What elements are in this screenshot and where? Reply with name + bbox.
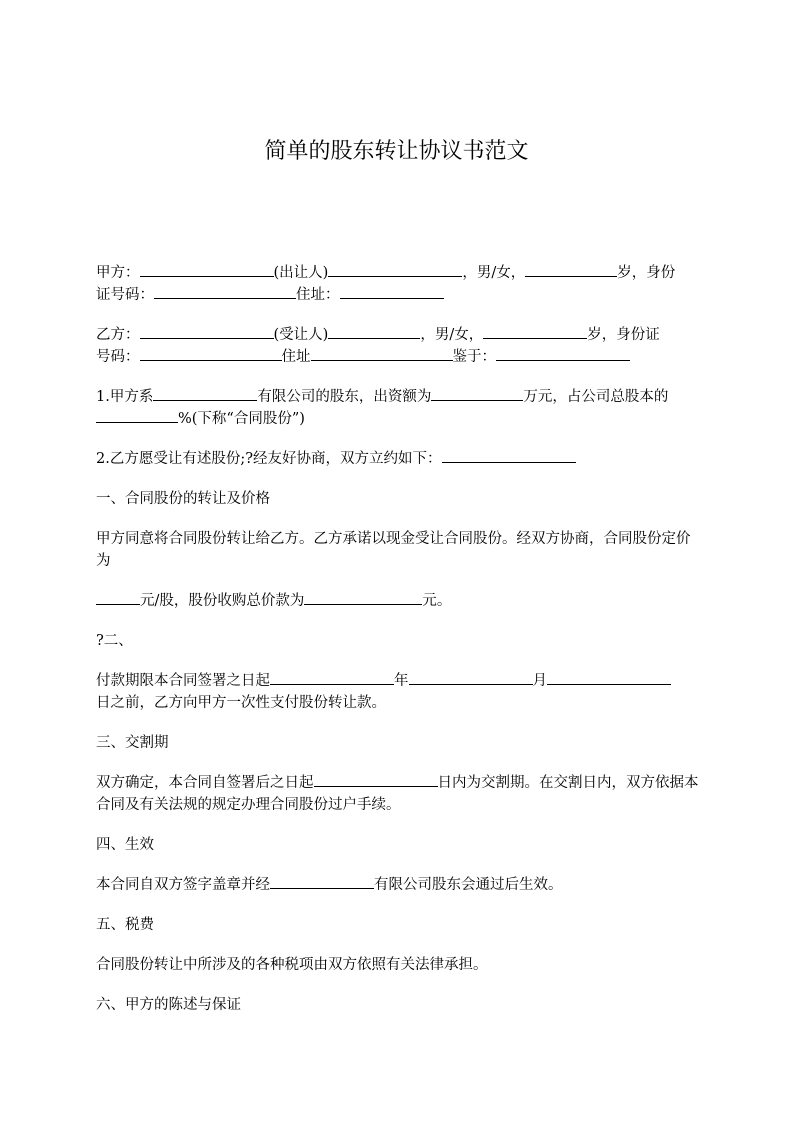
blank-field[interactable] [140, 324, 274, 339]
blank-field[interactable] [270, 670, 394, 685]
id-number-label: 号码： [96, 349, 140, 365]
section-5-heading: 五、税费 [96, 917, 154, 933]
blank-field[interactable] [304, 590, 422, 605]
whereas-label: 鉴于： [452, 349, 496, 365]
blank-field[interactable] [328, 324, 420, 339]
blank-field[interactable] [496, 346, 630, 361]
address-label: 住址： [296, 287, 340, 303]
blank-field[interactable] [311, 346, 453, 361]
blank-field[interactable] [525, 262, 617, 277]
document-body [96, 262, 708, 1034]
transferor-label: (出让人) [273, 265, 329, 281]
blank-field[interactable] [96, 590, 140, 605]
address-label: 住址 [281, 349, 311, 365]
effect-text: 本合同自双方签字盖章并经 [96, 877, 270, 893]
transferee-label: (受让人) [273, 327, 329, 343]
section-3-paragraph [96, 772, 708, 816]
document-title: 简单的股东转让协议书范文 [264, 139, 529, 164]
section-2-paragraph [96, 670, 708, 714]
blank-field[interactable] [96, 408, 178, 423]
section-4-heading: 四、生效 [96, 837, 154, 853]
blank-field[interactable] [483, 324, 587, 339]
item-2-text: 2.乙方愿受让有述股份;?经友好协商，双方立约如下： [96, 451, 442, 467]
section-1-price-line [96, 590, 708, 612]
item-1-text: 有限公司的股东，出资额为 [257, 389, 432, 405]
gender-label: ，男/女， [462, 265, 526, 281]
section-3-heading: 三、交割期 [96, 735, 169, 751]
year-label: 年 [394, 673, 409, 689]
blank-field[interactable] [314, 772, 438, 787]
blank-field[interactable] [442, 448, 576, 463]
price-text: 元/股，股份收购总价款为 [140, 593, 305, 609]
blank-field[interactable] [431, 386, 523, 401]
blank-field[interactable] [340, 284, 444, 299]
item-1 [96, 386, 708, 430]
blank-field[interactable] [328, 262, 462, 277]
item-1-text: %(下称“合同股份”) [178, 411, 305, 427]
price-text: 元。 [422, 593, 452, 609]
delivery-text: 日内为交割期。在交割日内，双方依据本合同及有关法规的规定办理合同股份过户手续。 [96, 775, 699, 813]
blank-field[interactable] [547, 670, 671, 685]
section-1-paragraph: 甲方同意将合同股份转让给乙方。乙方承诺以现金受让合同股份。经双方协商，合同股份定价为 [96, 531, 691, 569]
blank-field[interactable] [140, 346, 282, 361]
party-b-paragraph [96, 324, 708, 368]
gender-label: ，男/女， [420, 327, 484, 343]
section-1-heading: 一、合同股份的转让及价格 [96, 491, 270, 507]
section-2-heading: ?二、 [96, 633, 133, 649]
section-4-paragraph [96, 874, 708, 896]
blank-field[interactable] [409, 670, 533, 685]
effect-text: 有限公司股东会通过后生效。 [374, 877, 563, 893]
blank-field[interactable] [270, 874, 374, 889]
party-b-label: 乙方： [96, 327, 140, 343]
delivery-text: 双方确定，本合同自签署后之日起 [96, 775, 314, 791]
section-6-heading: 六、甲方的陈述与保证 [96, 997, 241, 1013]
item-1-text: 万元，占公司总股本的 [523, 389, 669, 405]
month-label: 月 [532, 673, 547, 689]
age-id-label: 岁，身份 [617, 265, 676, 281]
blank-field[interactable] [154, 284, 296, 299]
item-2 [96, 448, 708, 470]
age-id-label: 岁，身份证 [587, 327, 660, 343]
party-a-paragraph [96, 262, 708, 306]
blank-field[interactable] [140, 262, 274, 277]
item-1-text: 1.甲方系 [96, 389, 154, 405]
party-a-label: 甲方： [96, 265, 140, 281]
payment-text: 付款期限本合同签署之日起 [96, 673, 270, 689]
payment-text: 日之前，乙方向甲方一次性支付股份转让款。 [96, 695, 386, 711]
blank-field[interactable] [153, 386, 257, 401]
id-number-label: 证号码： [96, 287, 154, 303]
section-5-paragraph: 合同股份转让中所涉及的各种税项由双方依照有关法律承担。 [96, 957, 488, 973]
